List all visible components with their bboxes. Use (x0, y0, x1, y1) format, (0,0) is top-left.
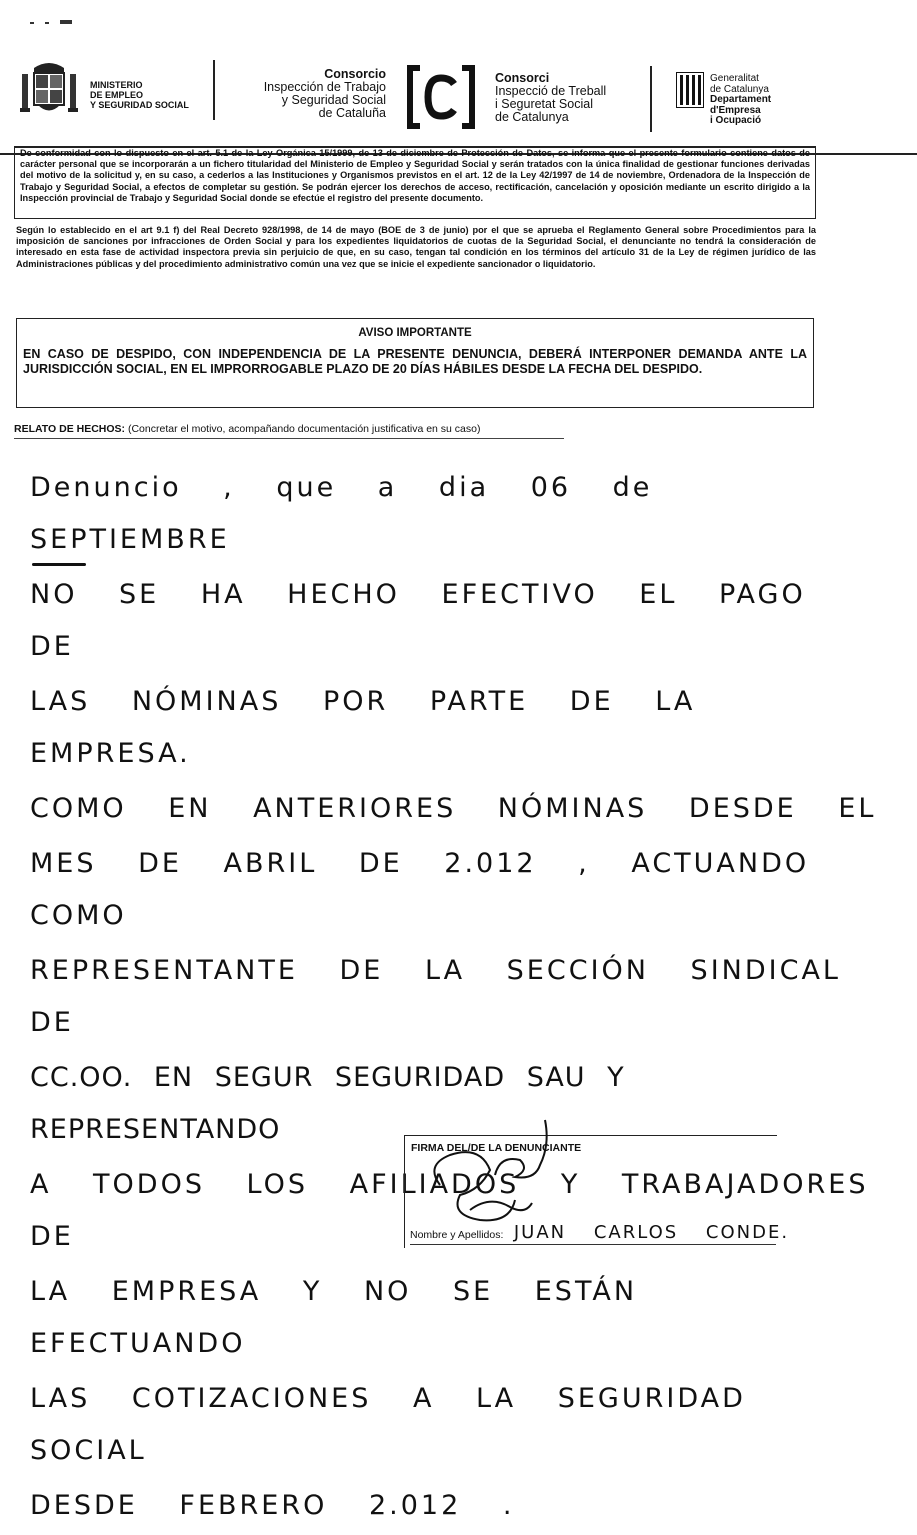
firma-name-label: Nombre y Apellidos: (410, 1229, 504, 1241)
relato-line: Denuncio , que a dia 06 de SEPTIEMBRE (30, 472, 653, 555)
relato-line: MES DE ABRIL DE 2.012 , ACTUANDO COMO (30, 848, 810, 931)
scan-mark (60, 20, 72, 24)
firma-name-value: JUAN CARLOS CONDE. (513, 1222, 790, 1243)
legal-paragraph-2: Según lo establecido en el art 9.1 f) del Real Decreto 928/1998, de 14 de mayo (BOE de 3 de junio) por el que se aprueba el Reglamento General sobre Procedimientos para la imposición de sanciones por infracciones de Orden Social y para los expedientes liquidatorios de cuotas de la Seguridad Social, el denunciante no tendrá la consideración de interesado en esta fase de actividad inspectora previa sin perjuicio de que, en su caso, tengan tal condición en los términos del artículo 31 de la Ley de régimen jurídico de las Administraciones públicas y del procedimiento administrativo común una vez que se inicie el expediente sancionador o liquidatorio. (16, 225, 816, 269)
consorci-ca-text: Consorci Inspecció de Treball i Seguretat Social de Catalunya (495, 71, 607, 124)
consorcio-es-text: Consorcio Inspección de Trabajo y Seguridad Social de Cataluña (263, 67, 386, 120)
coat-of-arms-logo (20, 60, 78, 116)
relato-line: DESDE FEBRERO 2.012 . (30, 1490, 515, 1521)
signature-scribble (420, 1115, 560, 1235)
consorcio-logo (406, 64, 476, 130)
scan-mark (30, 22, 34, 24)
firma-name-line (410, 1244, 776, 1245)
firma-label: FIRMA DEL/DE LA DENUNCIANTE (411, 1142, 582, 1154)
ministerio-text: MINISTERIO DE EMPLEO Y SEGURIDAD SOCIAL (90, 80, 189, 110)
relato-label: RELATO DE HECHOS: (14, 423, 126, 435)
relato-line: CC.OO. EN SEGUR SEGURIDAD SAU Y REPRESENTANDO (30, 1062, 625, 1145)
aviso-box (16, 318, 814, 408)
handwritten-relato (30, 462, 890, 1535)
aviso-title: AVISO IMPORTANTE (358, 327, 472, 339)
relato-line: NO SE HA HECHO EFECTIVO EL PAGO DE (30, 579, 806, 662)
header-divider (213, 60, 215, 120)
firma-name-row (410, 1222, 789, 1243)
relato-underline (14, 438, 564, 439)
scan-mark (45, 22, 49, 24)
relato-line: LAS NÓMINAS POR PARTE DE LA EMPRESA. (30, 686, 696, 769)
relato-line: LA EMPRESA Y NO SE ESTÁN EFECTUANDO (30, 1276, 638, 1359)
header-divider (650, 66, 652, 132)
legal-paragraph-1: De conformidad con lo dispuesto en el art. 5.1 de la Ley Orgánica 15/1999, de 13 de diciembre de Protección de Datos, se informa que el presente formulario contiene datos de carácter personal que se incorporarán a un fichero titularidad del Ministerio de Empleo y Seguridad Social y serán tratados con la única finalidad de gestionar funciones derivadas del motivo de la solicitud y, en su caso, a cederlos a las Instituciones y Organismos previstos en el art. 12 de la Ley 42/1997 de 14 de noviembre, Ordenadora de la Inspección de Trabajo y Seguridad Social, a efectos de completar su gestión. Se podrán ejercer los derechos de acceso, rectificación, cancelación y oposición mediante un escrito dirigido a la Inspección provincial de Trabajo y Seguridad Social donde se efectúe el registro del presente documento. (20, 148, 810, 203)
relato-hint: (Concretar el motivo, acompañando documentación justificativa en su caso) (127, 423, 481, 435)
relato-line: LAS COTIZACIONES A LA SEGURIDAD SOCIAL (30, 1383, 746, 1466)
relato-line: REPRESENTANTE DE LA SECCIÓN SINDICAL DE (30, 955, 841, 1038)
no-underline (32, 563, 86, 566)
relato-header (14, 423, 480, 435)
generalitat-text: Generalitat de Catalunya Departament d'Empresa i Ocupació (710, 73, 772, 126)
relato-line: COMO EN ANTERIORES NÓMINAS DESDE EL (30, 793, 877, 824)
relato-line: A TODOS LOS AFILIADOS Y TRABAJADORES DE (30, 1169, 869, 1252)
aviso-text: EN CASO DE DESPIDO, CON INDEPENDENCIA DE LA PRESENTE DENUNCIA, DEBERÁ INTERPONER DEMANDA ANTE LA JURISDICCIÓN SOCIAL, EN EL IMPRORROGABLE PLAZO DE 20 DÍAS HÁBILES DESDE LA FECHA DEL DESPIDO. (23, 347, 807, 376)
generalitat-logo (676, 72, 704, 108)
